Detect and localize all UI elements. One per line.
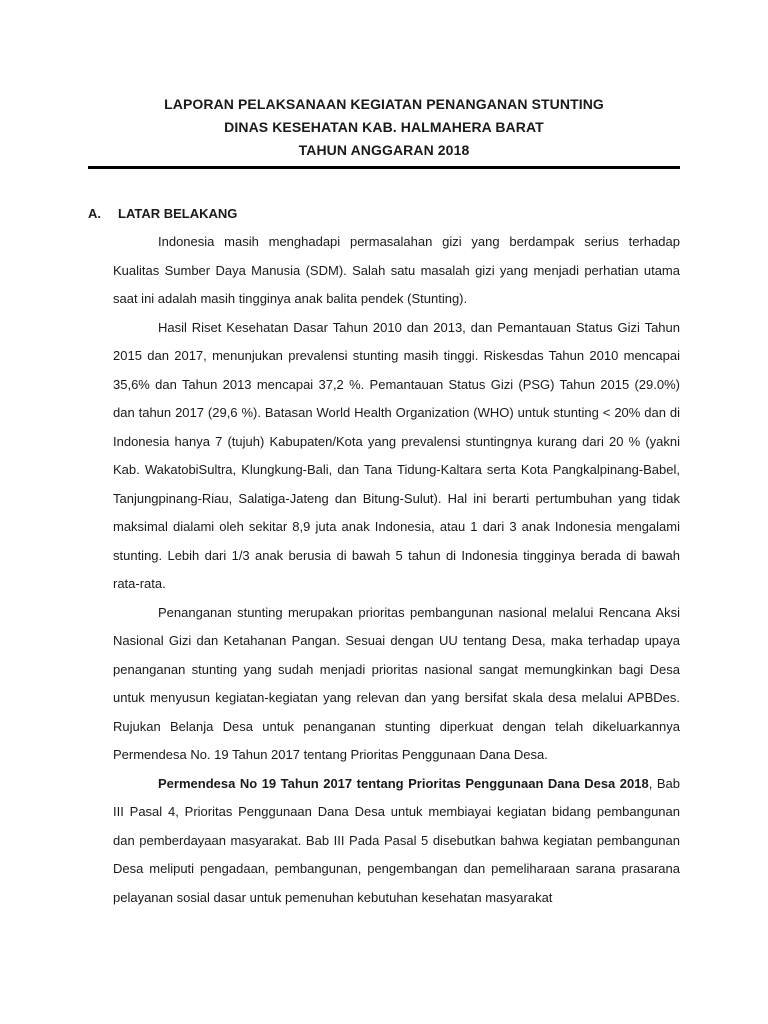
body-text xyxy=(113,228,680,912)
title-line-3: TAHUN ANGGARAN 2018 xyxy=(298,142,470,158)
paragraph-4-rest: , Bab III Pasal 4, Prioritas Penggunaan Dana Desa untuk membiayai kegiatan bidang pembangunan dan pemberdayaan masyarakat. Bab III Pada Pasal 5 disebutkan bahwa kegiatan pembangunan Desa meliputi pengadaan, pembangunan, pengembangan dan pemeliharaan sarana prasarana pelayanan sosial dasar untuk pemenuhan kebutuhan kesehatan masyarakat xyxy=(113,775,680,905)
section-number: A. xyxy=(88,206,101,221)
paragraph-4 xyxy=(113,770,680,913)
title-line-2: DINAS KESEHATAN KAB. HALMAHERA BARAT xyxy=(224,119,544,135)
section-heading xyxy=(88,204,237,224)
paragraph-1: Indonesia masih menghadapi permasalahan gizi yang berdampak serius terhadap Kualitas Sumber Daya Manusia (SDM). Salah satu masalah gizi yang menjadi perhatian utama saat ini adalah masih tingginya anak balita pendek (Stunting). xyxy=(113,234,680,306)
paragraph-2: Hasil Riset Kesehatan Dasar Tahun 2010 dan 2013, dan Pemantauan Status Gizi Tahun 2015 dan 2017, menunjukan prevalensi stunting masih tinggi. Riskesdas Tahun 2010 mencapai 35,6% dan Tahun 2013 mencapai 37,2 %. Pemantauan Status Gizi (PSG) Tahun 2015 (29.0%) dan tahun 2017 (29,6 %). Batasan World Health Organization (WHO) untuk stunting < 20% dan di Indonesia hanya 7 (tujuh) Kabupaten/Kota yang prevalensi stuntingnya kurang dari 20 % (yakni Kab. WakatobiSultra, Klungkung-Bali, dan Tana Tidung-Kaltara serta Kota Pangkalpinang-Babel, Tanjungpinang-Riau, Salatiga-Jateng dan Bitung-Sulut). Hal ini berarti pertumbuhan yang tidak maksimal dialami oleh sekitar 8,9 juta anak Indonesia, atau 1 dari 3 anak Indonesia mengalami stunting. Lebih dari 1/3 anak berusia di bawah 5 tahun di Indonesia tingginya berada di bawah rata-rata. xyxy=(113,319,680,591)
title-divider xyxy=(88,166,680,169)
section-title: LATAR BELAKANG xyxy=(118,206,238,221)
paragraph-4-bold-lead: Permendesa No 19 Tahun 2017 tentang Prioritas Penggunaan Dana Desa 2018 xyxy=(158,775,649,791)
title-line-1: LAPORAN PELAKSANAAN KEGIATAN PENANGANAN STUNTING xyxy=(164,96,604,112)
paragraph-3: Penanganan stunting merupakan prioritas pembangunan nasional melalui Rencana Aksi Nasional Gizi dan Ketahanan Pangan. Sesuai dengan UU tentang Desa, maka terhadap upaya penanganan stunting yang sudah menjadi prioritas nasional sangat memungkinkan bagi Desa untuk menyusun kegiatan-kegiatan yang relevan dan yang bersifat skala desa melalui APBDes. Rujukan Belanja Desa untuk penanganan stunting diperkuat dengan telah dikeluarkannya Permendesa No. 19 Tahun 2017 tentang Prioritas Penggunaan Dana Desa. xyxy=(113,604,680,762)
report-title xyxy=(88,93,680,162)
